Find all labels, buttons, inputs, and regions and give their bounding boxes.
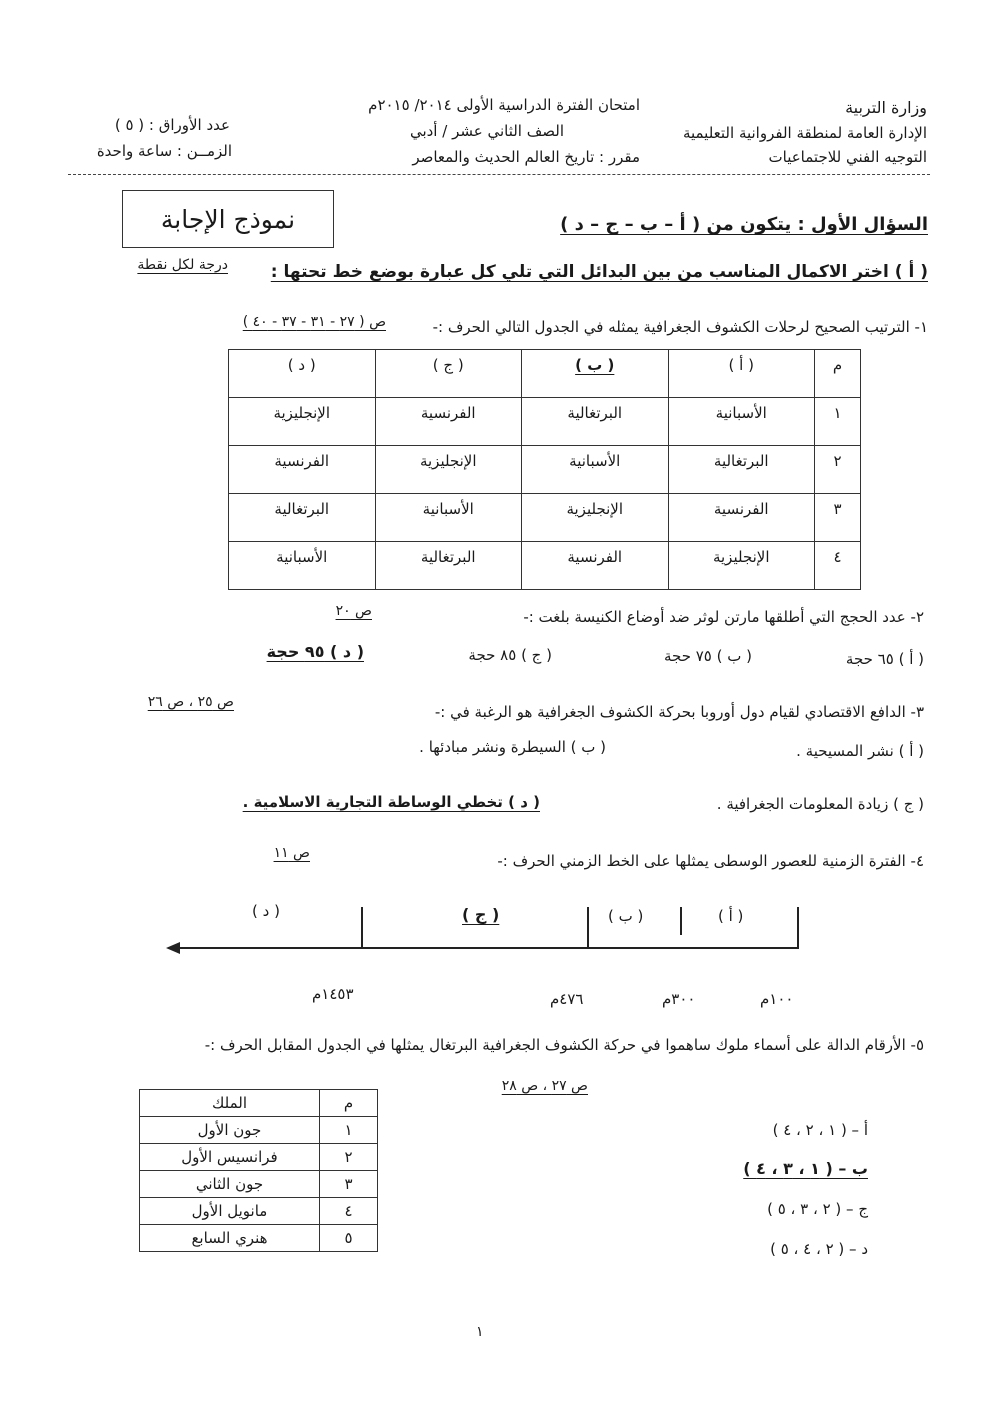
table-header-cell: ( د ) — [229, 350, 376, 398]
table-cell: الأسبانية — [229, 542, 376, 590]
table-cell: الإنجليزية — [668, 542, 815, 590]
item5-option-b: ب – ( ١ ، ٣ ، ٤ ) — [743, 1159, 868, 1178]
table-cell: هنري السابع — [140, 1225, 320, 1252]
timeline-date-100: ١٠٠م — [760, 990, 794, 1008]
timeline-tick — [587, 907, 589, 949]
table-cell: الفرنسية — [375, 398, 522, 446]
grade-per-point: درجة لكل نقطة — [137, 257, 228, 273]
timeline-date-1453: ١٤٥٣م — [312, 985, 354, 1003]
table-cell: ١ — [320, 1117, 378, 1144]
timeline-tick — [680, 907, 682, 935]
table-row — [229, 542, 861, 590]
page-number: ١ — [476, 1324, 484, 1340]
item1-table — [228, 349, 861, 590]
table-row — [229, 398, 861, 446]
table-header-row — [140, 1090, 378, 1117]
item2-question: ٢- عدد الحجج التي أطلقها مارتن لوثر ضد أوضاع الكنيسة بلغت :- — [523, 608, 924, 626]
timeline-tick — [361, 907, 363, 949]
timeline-arrowhead — [166, 942, 180, 954]
timeline-axis — [178, 947, 798, 949]
item5-option-c: ج – ( ٢ ، ٣ ، ٥ ) — [767, 1200, 868, 1218]
item2-reference: ص ٢٠ — [335, 603, 372, 619]
item3-reference: ص ٢٥ ، ص ٢٦ — [147, 694, 234, 710]
table-header-cell: ( أ ) — [668, 350, 815, 398]
table-cell: البرتغالية — [375, 542, 522, 590]
table-cell: الفرنسية — [229, 446, 376, 494]
question1-title: السؤال الأول : يتكون من ( أ – ب – ج – د ) — [560, 214, 928, 235]
table-cell: الفرنسية — [668, 494, 815, 542]
table-cell: جون الثاني — [140, 1171, 320, 1198]
table-row — [140, 1171, 378, 1198]
item3-option-c: ( ج ) زيادة المعلومات الجغرافية . — [716, 795, 924, 813]
table-header-cell: الملك — [140, 1090, 320, 1117]
item1-question: ١- الترتيب الصحيح لرحلات الكشوف الجغرافية يمثله في الجدول التالي الحرف :- — [432, 318, 928, 336]
table-cell: ٣ — [815, 494, 861, 542]
table-cell: البرتغالية — [668, 446, 815, 494]
table-cell: الأسبانية — [375, 494, 522, 542]
item4-reference: ص ١١ — [273, 845, 310, 861]
table-header-cell: ( ب ) — [522, 350, 669, 398]
table-cell: ٣ — [320, 1171, 378, 1198]
item5-reference: ص ٢٧ ، ص ٢٨ — [501, 1078, 588, 1094]
item2-option-a: ( أ ) ٦٥ حجة — [845, 650, 924, 668]
table-cell: مانويل الأول — [140, 1198, 320, 1225]
item4-question: ٤- الفترة الزمنية للعصور الوسطى يمثلها على الخط الزمني الحرف :- — [497, 852, 924, 870]
directorate-name: الإدارة العامة لمنطقة الفروانية التعليمية — [682, 124, 927, 142]
table-cell: ١ — [815, 398, 861, 446]
table-row — [140, 1225, 378, 1252]
timeline-label-b: ( ب ) — [608, 907, 644, 925]
timeline-date-300: ٣٠٠م — [662, 990, 696, 1008]
table-header-cell: م — [320, 1090, 378, 1117]
table-cell: فرانسيس الأول — [140, 1144, 320, 1171]
table-cell: البرتغالية — [522, 398, 669, 446]
exam-duration: الزمــن : ساعة واحدة — [96, 142, 232, 160]
header-divider — [68, 174, 930, 175]
item5-option-d: د – ( ٢ ، ٤ ، ٥ ) — [770, 1240, 868, 1258]
timeline-date-476: ٤٧٦م — [550, 990, 584, 1008]
table-cell: الفرنسية — [522, 542, 669, 590]
table-row — [229, 446, 861, 494]
table-cell: الأسبانية — [522, 446, 669, 494]
item3-option-b: ( ب ) السيطرة ونشر مبادئها . — [419, 738, 606, 756]
guidance-name: التوجيه الفني للاجتماعيات — [768, 148, 927, 166]
table-cell: ٤ — [320, 1198, 378, 1225]
item3-question: ٣- الدافع الاقتصادي لقيام دول أوروبا بحركة الكشوف الجغرافية هو الرغبة في :- — [434, 703, 924, 721]
table-cell: الإنجليزية — [229, 398, 376, 446]
kings-table — [139, 1089, 378, 1252]
section-a-instruction: ( أ ) اختر الاكمال المناسب من بين البدائل التي تلي كل عبارة بوضع خط تحتها : — [270, 262, 928, 282]
table-cell: جون الأول — [140, 1117, 320, 1144]
item5-question: ٥- الأرقام الدالة على أسماء ملوك ساهموا في حركة الكشوف الجغرافية البرتغال يمثلها في الجدول المقابل الحرف :- — [204, 1036, 924, 1054]
timeline-label-d: ( د ) — [252, 902, 280, 920]
item2-option-d: ( د ) ٩٥ حجة — [266, 642, 364, 661]
table-cell: ٥ — [320, 1225, 378, 1252]
item3-option-d: ( د ) تخطي الوساطة التجارية الاسلامية . — [242, 793, 540, 811]
table-cell: ٤ — [815, 542, 861, 590]
item2-option-c: ( ج ) ٨٥ حجة — [468, 646, 552, 664]
table-row — [140, 1198, 378, 1225]
table-row — [229, 494, 861, 542]
exam-title: امتحان الفترة الدراسية الأولى ٢٠١٤/ ٢٠١٥م — [368, 96, 640, 114]
table-cell: ٢ — [815, 446, 861, 494]
answer-model-box — [122, 190, 334, 248]
papers-count: عدد الأوراق : ( ٥ ) — [114, 116, 230, 134]
grade-label: الصف الثاني عشر / أدبي — [409, 122, 564, 140]
item2-option-b: ( ب ) ٧٥ حجة — [663, 647, 752, 665]
course-label: مقرر : تاريخ العالم الحديث والمعاصر — [412, 148, 640, 166]
item1-reference: ص ( ٢٧ - ٣١ - ٣٧ - ٤٠ ) — [242, 314, 386, 330]
table-cell: ٢ — [320, 1144, 378, 1171]
timeline-tick — [797, 907, 799, 949]
table-header-cell: ( ج ) — [375, 350, 522, 398]
table-cell: الإنجليزية — [522, 494, 669, 542]
timeline-label-c: ( ج ) — [462, 905, 500, 924]
item5-option-a: أ – ( ١ ، ٢ ، ٤ ) — [772, 1121, 868, 1139]
answer-model-label: نموذج الإجابة — [160, 204, 296, 234]
timeline-label-a: ( أ ) — [718, 907, 744, 925]
item3-option-a: ( أ ) نشر المسيحية . — [796, 742, 924, 760]
table-row — [140, 1117, 378, 1144]
ministry-name: وزارة التربية — [845, 98, 927, 117]
table-header-cell: م — [815, 350, 861, 398]
table-cell: الأسبانية — [668, 398, 815, 446]
table-row — [140, 1144, 378, 1171]
table-header-row — [229, 350, 861, 398]
table-cell: البرتغالية — [229, 494, 376, 542]
table-cell: الإنجليزية — [375, 446, 522, 494]
